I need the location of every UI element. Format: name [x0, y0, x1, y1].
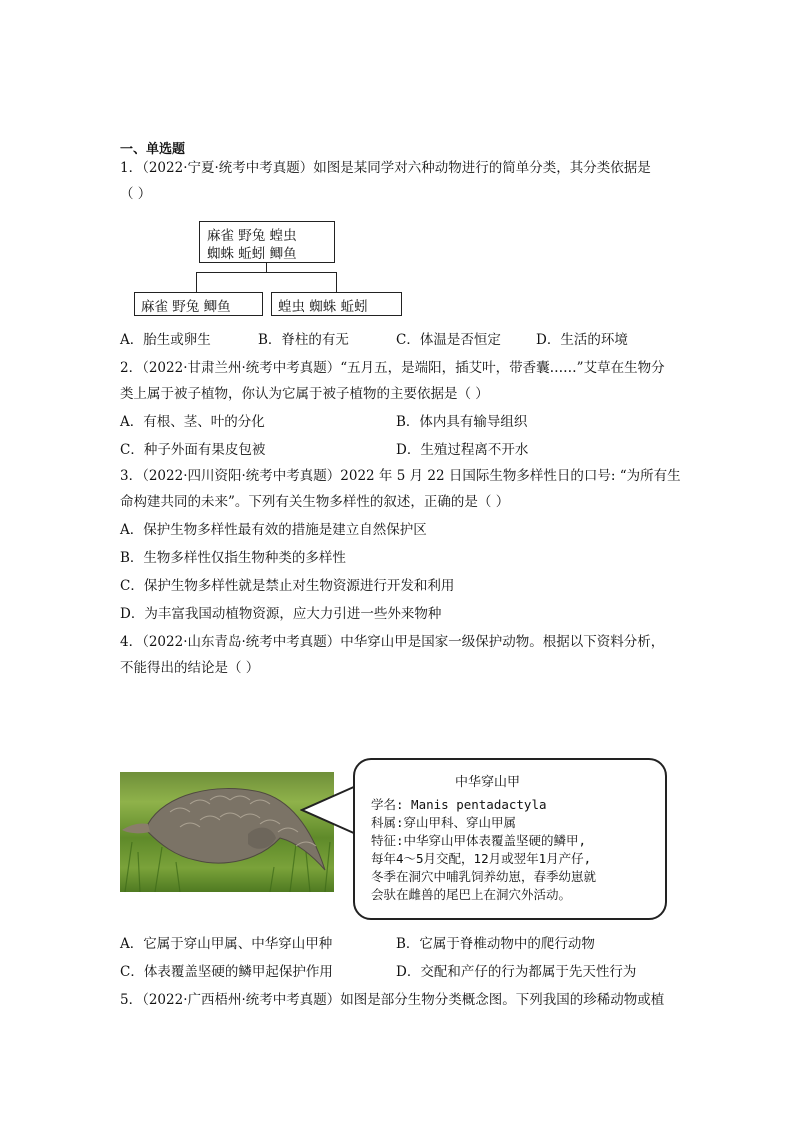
q2-option-c[interactable]: C．种子外面有果皮包被: [120, 442, 266, 458]
q2-option-d[interactable]: D．生殖过程离不开水: [396, 442, 529, 458]
q2-stem-line2: 类上属于被子植物，你认为它属于被子植物的主要依据是（ ）: [120, 386, 489, 402]
q3-option-c[interactable]: C．保护生物多样性就是禁止对生物资源进行开发和利用: [120, 578, 455, 594]
pangolin-info-callout: [353, 758, 667, 920]
callout-scientific-name: 学名: Manis pentadactyla: [371, 797, 547, 812]
left-box-text: 麻雀 野兔 鲫鱼: [141, 299, 231, 315]
callout-feature-3: 冬季在洞穴中哺乳饲养幼崽，春季幼崽就: [371, 869, 597, 884]
connector-left-down: [196, 272, 197, 292]
callout-feature-1: 特征:中华穿山甲体表覆盖坚硬的鳞甲,: [371, 833, 587, 848]
callout-title: 中华穿山甲: [455, 775, 521, 790]
diagram-right-box: [271, 292, 402, 316]
q2-option-b[interactable]: B．体内具有输导组织: [396, 414, 528, 430]
q4-option-c[interactable]: C．体表覆盖坚硬的鳞甲起保护作用: [120, 964, 333, 980]
q3-stem-line1: 3．（2022·四川资阳·统考中考真题）2022 年 5 月 22 日国际生物多样性日的口号: “为所有生: [120, 468, 681, 484]
connector-vertical-top: [266, 262, 267, 272]
diagram-left-box: [134, 292, 263, 316]
diagram-top-box: [199, 221, 335, 263]
top-box-row1: 麻雀 野兔 蝗虫: [207, 228, 297, 244]
q1-option-b[interactable]: B．脊柱的有无: [258, 332, 349, 348]
q5-stem-line1: 5．（2022·广西梧州·统考中考真题）如图是部分生物分类概念图。下列我国的珍稀动物或植: [120, 992, 665, 1008]
q4-option-a[interactable]: A．它属于穿山甲属、中华穿山甲种: [120, 936, 333, 952]
q4-option-b[interactable]: B．它属于脊椎动物中的爬行动物: [396, 936, 595, 952]
q4-stem-line1: 4．（2022·山东青岛·统考中考真题）中华穿山甲是国家一级保护动物。根据以下资料分析，: [120, 634, 665, 650]
callout-feature-4: 会驮在雌兽的尾巴上在洞穴外活动。: [371, 887, 572, 902]
q2-option-a[interactable]: A．有根、茎、叶的分化: [120, 414, 265, 430]
connector-horizontal: [196, 272, 337, 273]
q1-option-c[interactable]: C．体温是否恒定: [396, 332, 501, 348]
section-title: 一、单选题: [120, 142, 186, 157]
q4-option-d[interactable]: D．交配和产仔的行为都属于先天性行为: [396, 964, 637, 980]
q3-stem-line2: 命构建共同的未来”。下列有关生物多样性的叙述，正确的是（ ）: [120, 494, 510, 510]
q1-option-a[interactable]: A．胎生或卵生: [120, 332, 211, 348]
q2-stem-line1: 2．（2022·甘肃兰州·统考中考真题）“五月五，是端阳，插艾叶，带香囊……”艾草在生物分: [120, 360, 665, 376]
top-box-row2: 蜘蛛 蚯蚓 鲫鱼: [207, 246, 297, 262]
q4-stem-line2: 不能得出的结论是（ ）: [120, 660, 260, 676]
q3-option-b[interactable]: B．生物多样性仅指生物种类的多样性: [120, 550, 346, 566]
connector-right-down: [336, 272, 337, 292]
q1-stem-line1: 1．（2022·宁夏·统考中考真题）如图是某同学对六种动物进行的简单分类，其分类依据是: [120, 160, 651, 176]
q1-option-d[interactable]: D．生活的环境: [536, 332, 628, 348]
right-box-text: 蝗虫 蜘蛛 蚯蚓: [278, 299, 368, 315]
q3-option-d[interactable]: D．为丰富我国动植物资源，应大力引进一些外来物种: [120, 606, 442, 622]
q1-stem-line2: （ ）: [120, 186, 152, 202]
callout-family: 科属:穿山甲科、穿山甲属: [371, 815, 517, 830]
q3-option-a[interactable]: A．保护生物多样性最有效的措施是建立自然保护区: [120, 522, 427, 538]
callout-feature-2: 每年4～5月交配，12月或翌年1月产仔,: [371, 851, 592, 866]
callout-pointer: [300, 780, 358, 840]
